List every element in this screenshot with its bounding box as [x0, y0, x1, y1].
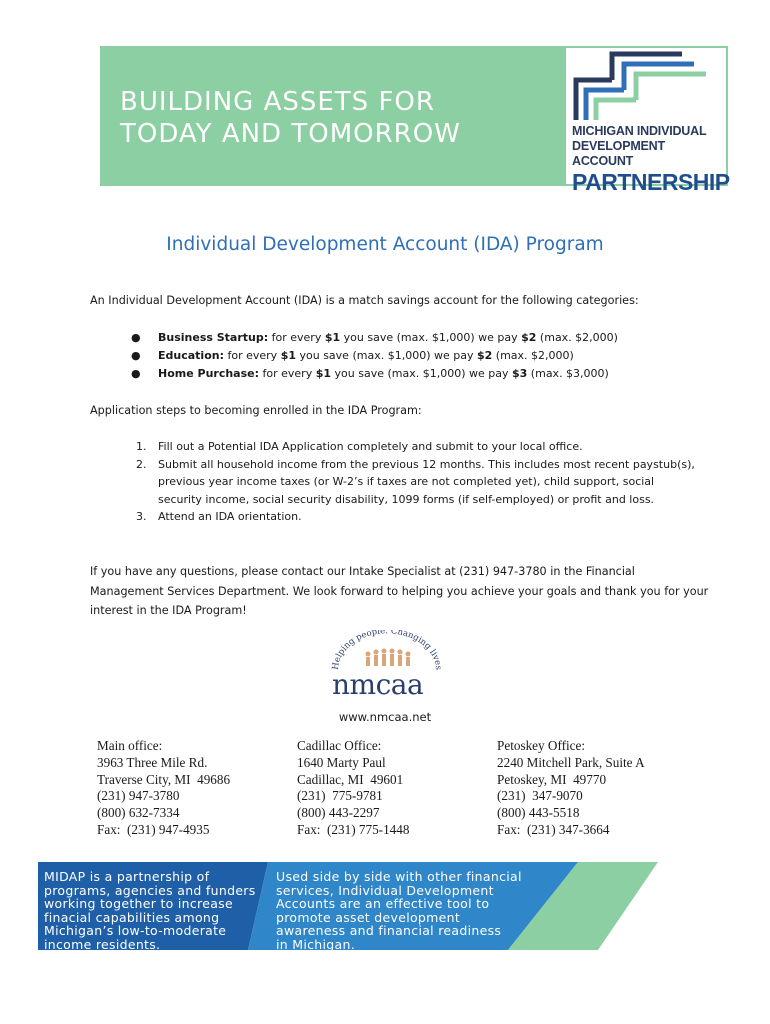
bullet-icon: ● — [131, 367, 141, 380]
footer-right-text — [276, 870, 522, 951]
office-line: (800) 632-7334 — [97, 805, 180, 821]
office-main — [97, 738, 230, 839]
bullet-icon: ● — [131, 349, 141, 362]
category-amount-saved: $1 — [324, 331, 341, 344]
header-banner — [100, 46, 730, 195]
office-line: (800) 443-2297 — [297, 805, 380, 821]
midap-logo-text — [572, 124, 730, 196]
step-item — [136, 456, 696, 509]
office-petoskey — [497, 738, 645, 839]
nmcaa-logo — [320, 630, 450, 700]
category-mid: you save (max. $1,000) we pay — [296, 349, 477, 362]
step-text: Attend an IDA orientation. — [158, 510, 302, 524]
office-line: Cadillac Office: — [297, 738, 382, 753]
footer-line: promote asset development — [276, 909, 461, 925]
nmcaa-wordmark: nmcaa — [332, 668, 424, 701]
logo-line-2: DEVELOPMENT ACCOUNT — [572, 139, 665, 168]
footer-line: income residents. — [44, 936, 161, 952]
footer-line: services, Individual Development — [276, 882, 494, 898]
office-line: Main office: — [97, 738, 163, 753]
category-post: (max. $3,000) — [527, 367, 609, 380]
steps-intro-text: Application steps to becoming enrolled in the IDA Program: — [90, 404, 422, 417]
office-line: (231) 775-9781 — [297, 788, 383, 804]
category-pre: for every — [259, 367, 316, 380]
office-line: 3963 Three Mile Rd. — [97, 754, 208, 770]
step-item — [136, 508, 696, 526]
office-line: Petoskey Office: — [497, 738, 586, 753]
office-line: Fax: (231) 947-4935 — [97, 821, 210, 837]
category-amount-paid: $2 — [521, 331, 537, 344]
footer-left-text — [44, 870, 256, 951]
step-number: 2. — [136, 457, 147, 471]
footer-line: MIDAP is a partnership of — [44, 869, 210, 884]
step-item — [136, 438, 696, 456]
office-cadillac — [297, 738, 409, 839]
banner-title-line-2: TODAY AND TOMORROW — [120, 119, 461, 149]
step-text: Fill out a Potential IDA Application completely and submit to your local office. — [158, 440, 583, 453]
office-line: (800) 443-5518 — [497, 805, 580, 821]
office-line: Petoskey, MI 49770 — [497, 771, 607, 787]
footer-line: in Michigan. — [276, 936, 355, 952]
category-pre: for every — [268, 331, 325, 344]
office-line: (231) 347-9070 — [497, 788, 583, 804]
category-post: (max. $2,000) — [492, 349, 574, 362]
step-number: 1. — [136, 440, 147, 453]
footer-line: Michigan’s low-to-moderate — [44, 923, 227, 938]
logo-line-1: MICHIGAN INDIVIDUAL — [572, 124, 707, 138]
category-mid: you save (max. $1,000) we pay — [340, 331, 522, 344]
website-url: www.nmcaa.net — [338, 710, 432, 724]
footer-line: finacial capabilities among — [44, 909, 220, 925]
page-title: Individual Development Account (IDA) Program — [166, 234, 604, 255]
category-label: Education: — [158, 349, 224, 362]
office-line: Cadillac, MI 49601 — [297, 771, 404, 787]
office-line: 2240 Mitchell Park, Suite A — [497, 754, 645, 770]
category-label: Home Purchase: — [158, 367, 260, 380]
category-item — [131, 347, 618, 365]
logo-line-3: PARTNERSHIP — [572, 169, 730, 195]
category-pre: for every — [223, 349, 281, 362]
office-line: (231) 947-3780 — [97, 788, 180, 804]
nmcaa-tagline: Helping people. Changing lives — [330, 630, 444, 671]
office-line: Fax: (231) 775-1448 — [297, 821, 410, 837]
svg-text:Helping people. Changing lives — [331, 630, 443, 670]
banner-title — [120, 86, 461, 150]
step-number: 3. — [136, 510, 147, 524]
footer-line: Used side by side with other financial — [276, 869, 522, 884]
office-line: 1640 Marty Paul — [297, 754, 386, 770]
intro-text: An Individual Development Account (IDA) is a match savings account for the following categories: — [90, 294, 639, 307]
midap-logo-mark-icon — [572, 50, 720, 124]
footer-line: programs, agencies and funders — [44, 882, 256, 898]
footer-line: Accounts are an effective tool to — [276, 896, 490, 911]
step-text: Submit all household income from the previous 12 months. This includes most recent paystub(s), previous year income taxes (or W-2’s if taxes are not completed yet), child support, social security income, social security disability, 1099 forms (if self-employed) or profit and loss. — [158, 457, 695, 506]
office-line: Fax: (231) 347-3664 — [497, 821, 610, 837]
category-item — [131, 329, 618, 347]
category-item — [131, 365, 618, 383]
office-line: Traverse City, MI 49686 — [97, 771, 231, 787]
category-label: Business Startup: — [158, 331, 269, 344]
category-post: (max. $2,000) — [536, 331, 618, 344]
contact-paragraph: If you have any questions, please contact our Intake Specialist at (231) 947-3780 in the Financial Management Services Department. We look forward to helping you achieve your goals and thank you for your interest in the IDA Program! — [90, 565, 709, 617]
footer-line: awareness and financial readiness — [276, 923, 502, 938]
category-amount-paid: $3 — [512, 367, 528, 380]
midap-logo — [566, 48, 730, 195]
category-amount-paid: $2 — [476, 349, 493, 362]
category-mid: you save (max. $1,000) we pay — [331, 367, 512, 380]
banner-title-line-1: BUILDING ASSETS FOR — [120, 87, 435, 117]
category-amount-saved: $1 — [315, 367, 332, 380]
steps-list — [136, 438, 696, 526]
category-amount-saved: $1 — [280, 349, 296, 362]
bullet-icon: ● — [131, 331, 141, 344]
category-list — [131, 329, 618, 383]
footer-banner — [38, 862, 658, 950]
footer-line: working together to increase — [44, 896, 233, 911]
